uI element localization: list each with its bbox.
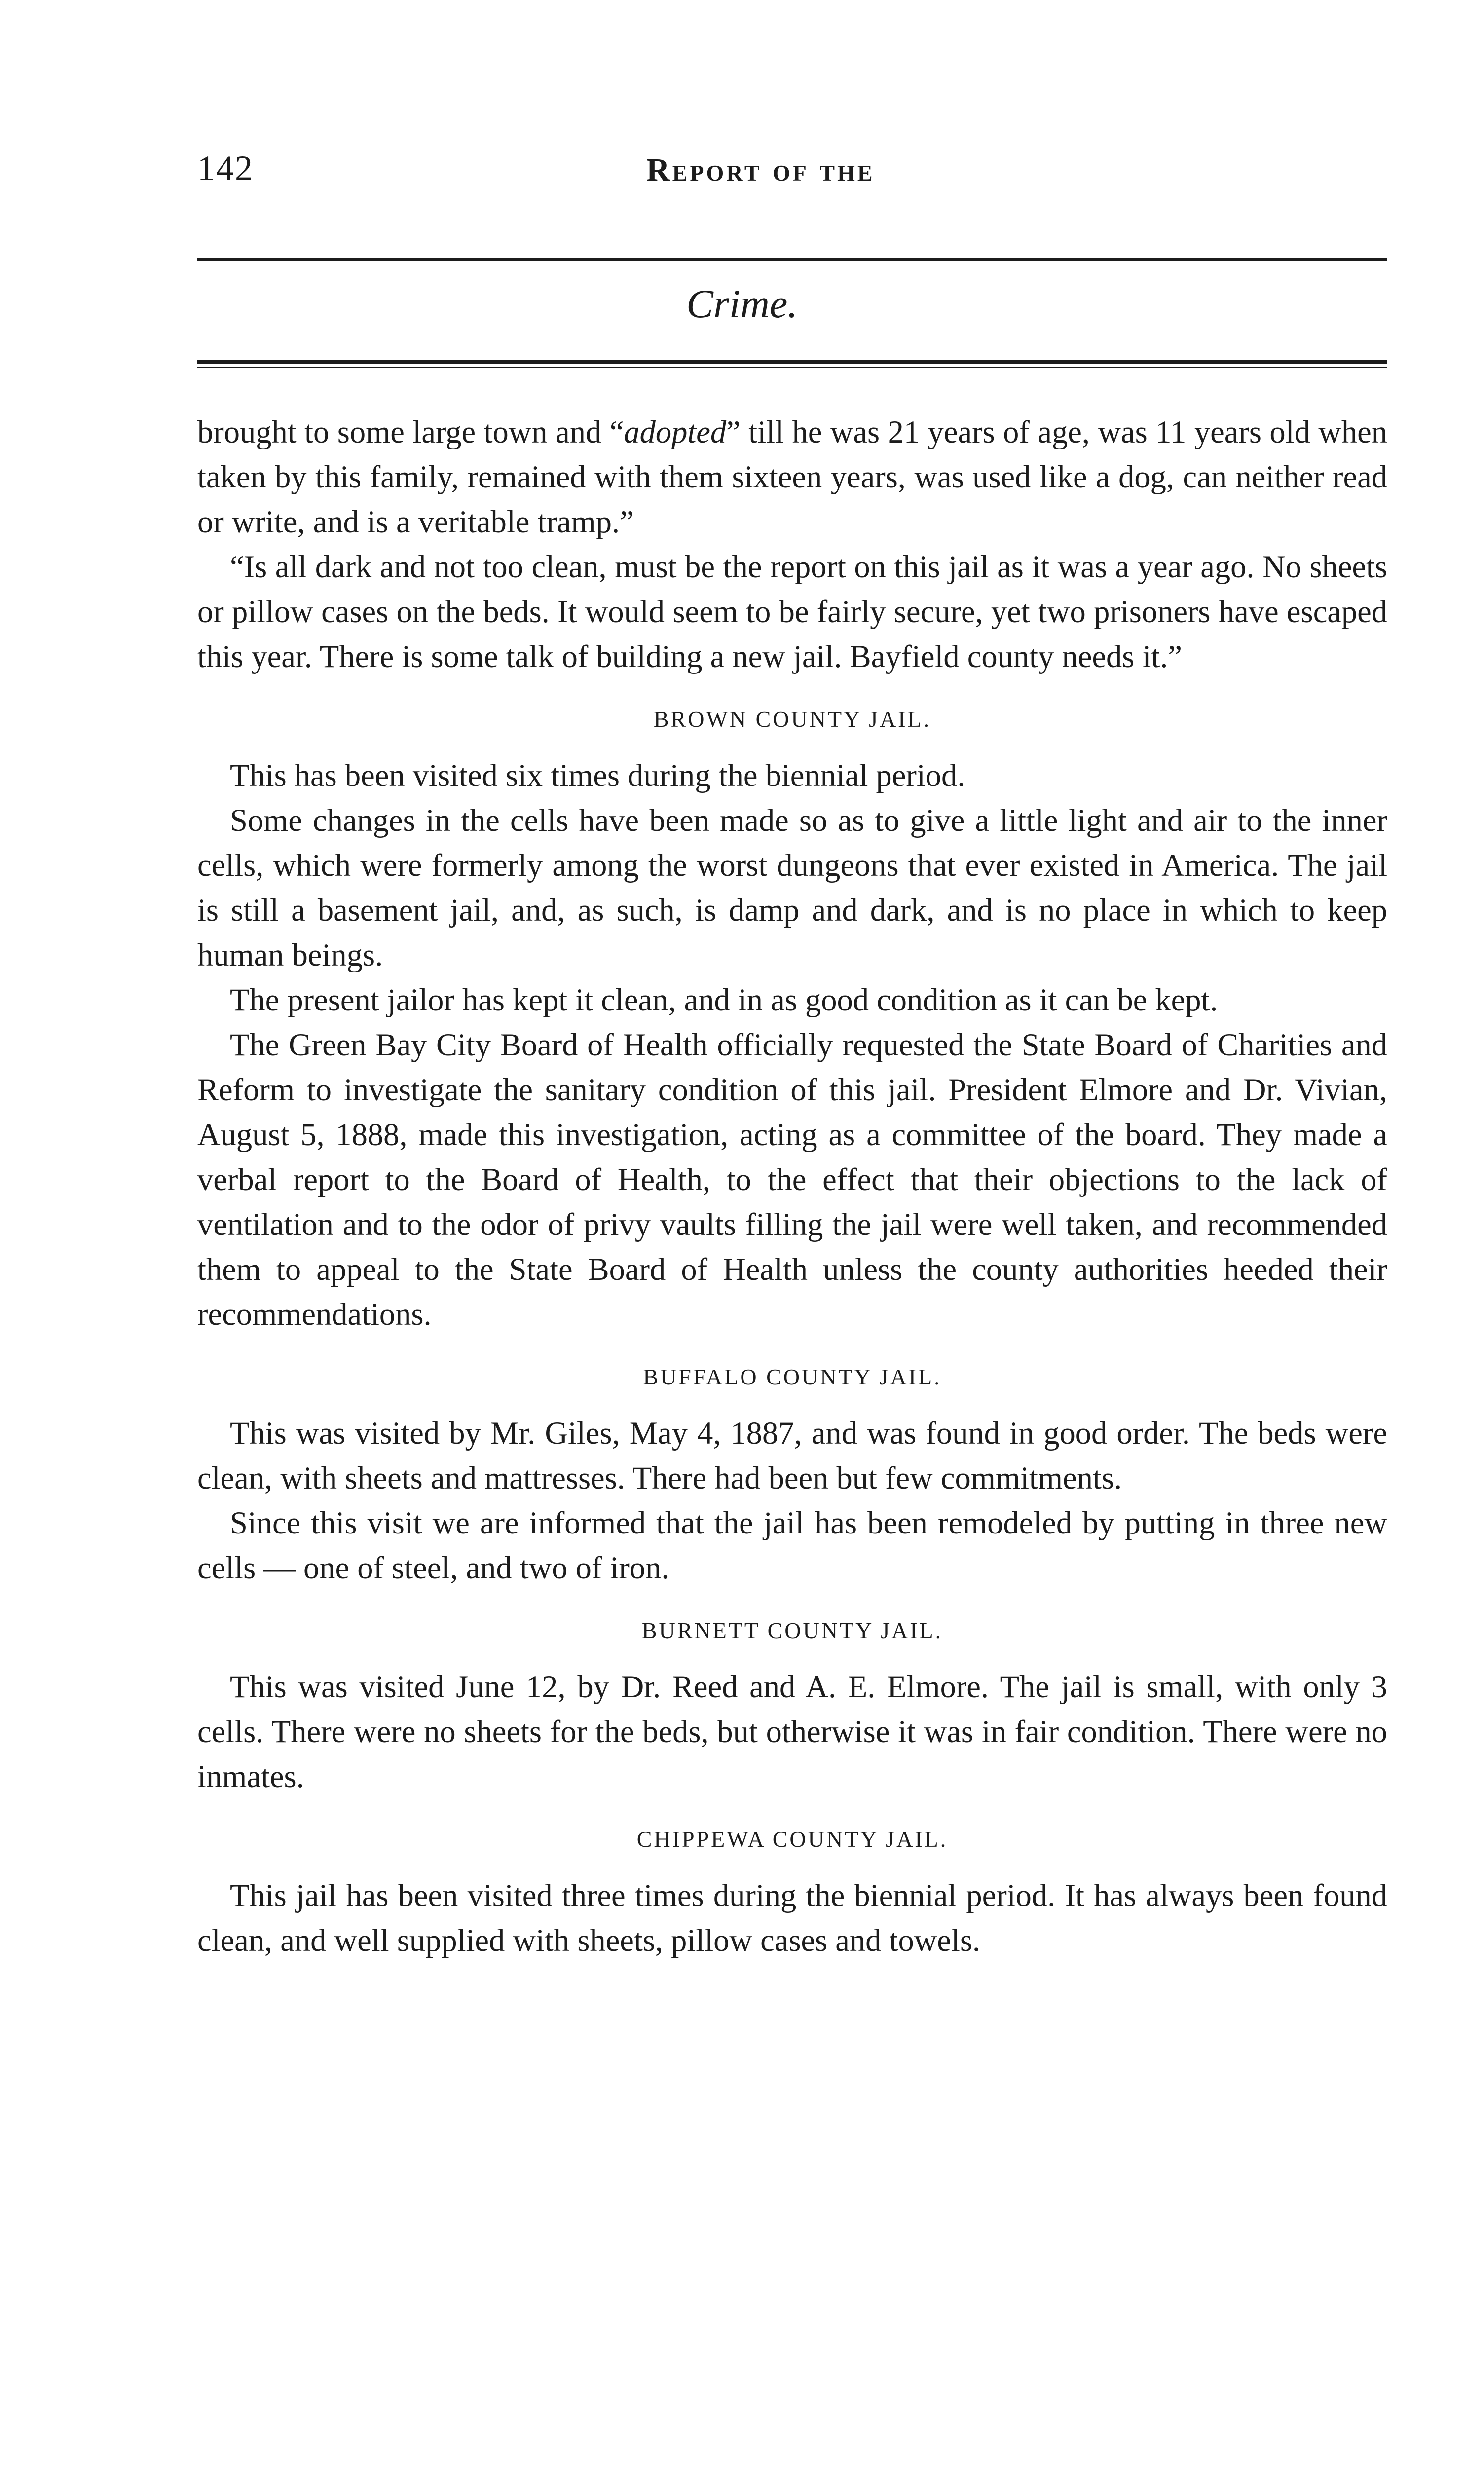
page-number: 142 xyxy=(197,149,254,188)
section-rule-thick xyxy=(197,360,1387,364)
heading-brown-county-jail: BROWN COUNTY JAIL. xyxy=(653,707,931,732)
paragraph-brown-2: Some changes in the cells have been made so as to give a little light and air to the inner cells, which were formerly among the worst dungeons that ever existed in America. The jail is still a basement jail, and, as such, is damp and dark, and is no place in which to keep human beings. xyxy=(197,803,1387,972)
paragraph-buffalo-1: This was visited by Mr. Giles, May 4, 1887, and was found in good order. The beds were clean, with sheets and mattresses. There had been but few commitments. xyxy=(197,1416,1387,1495)
paragraph-continued-text-a: brought to some large town and “ xyxy=(197,414,624,449)
paragraph-bayfield-quote: “Is all dark and not too clean, must be the report on this jail as it was a year ago. No sheets or pillow cases on the beds. It would seem to be fairly secure, yet two prisoners have escaped this year. There is some talk of building a new jail. Bayfield county needs it.” xyxy=(197,549,1387,674)
section-title: Crime. xyxy=(686,281,798,326)
paragraph-brown-4: The Green Bay City Board of Health officially requested the State Board of Charities and Reform to investigate the sanitary condition of this jail. President Elmore and Dr. Vivian, August 5, 1888, made this investigation, acting as a committee of the board. They made a verbal report to the Board of Health, to the effect that their objections to the lack of ventilation and to the odor of privy vaults filling the jail were well taken, and recommended them to appeal to the State Board of Health unless the county authorities heeded their recommendations. xyxy=(197,1027,1387,1332)
header-rule xyxy=(197,258,1387,261)
section-rule-thin xyxy=(197,367,1387,368)
heading-buffalo-county-jail: BUFFALO COUNTY JAIL. xyxy=(643,1364,942,1389)
paragraph-continued-italic: adopted xyxy=(624,414,727,449)
paragraph-burnett-1: This was visited June 12, by Dr. Reed and A. E. Elmore. The jail is small, with only 3 cells. There were no sheets for the beds, but otherwise it was in fair condition. There were no inmates. xyxy=(197,1669,1387,1794)
paragraph-brown-1: This has been visited six times during the biennial period. xyxy=(230,758,965,793)
paragraph-continued-text-b: ” till he was 21 years of age, was 11 years old when taken by this family, remained with them sixteen years, was used like a dog, can neither read or write, and is a veritable tramp.” xyxy=(197,414,1388,539)
body-text xyxy=(197,410,1387,1963)
heading-burnett-county-jail: BURNETT COUNTY JAIL. xyxy=(641,1618,943,1643)
paragraph-chippewa-1: This jail has been visited three times during the biennial period. It has always been found clean, and well supplied with sheets, pillow cases and towels. xyxy=(197,1878,1387,1958)
paragraph-continued xyxy=(197,410,1387,544)
heading-chippewa-county-jail: CHIPPEWA COUNTY JAIL. xyxy=(636,1827,948,1852)
paragraph-brown-3: The present jailor has kept it clean, and in as good condition as it can be kept. xyxy=(230,982,1218,1017)
paragraph-buffalo-2: Since this visit we are informed that the jail has been remodeled by putting in three new cells — one of steel, and two of iron. xyxy=(197,1505,1387,1585)
running-header: Report of the xyxy=(646,152,875,188)
